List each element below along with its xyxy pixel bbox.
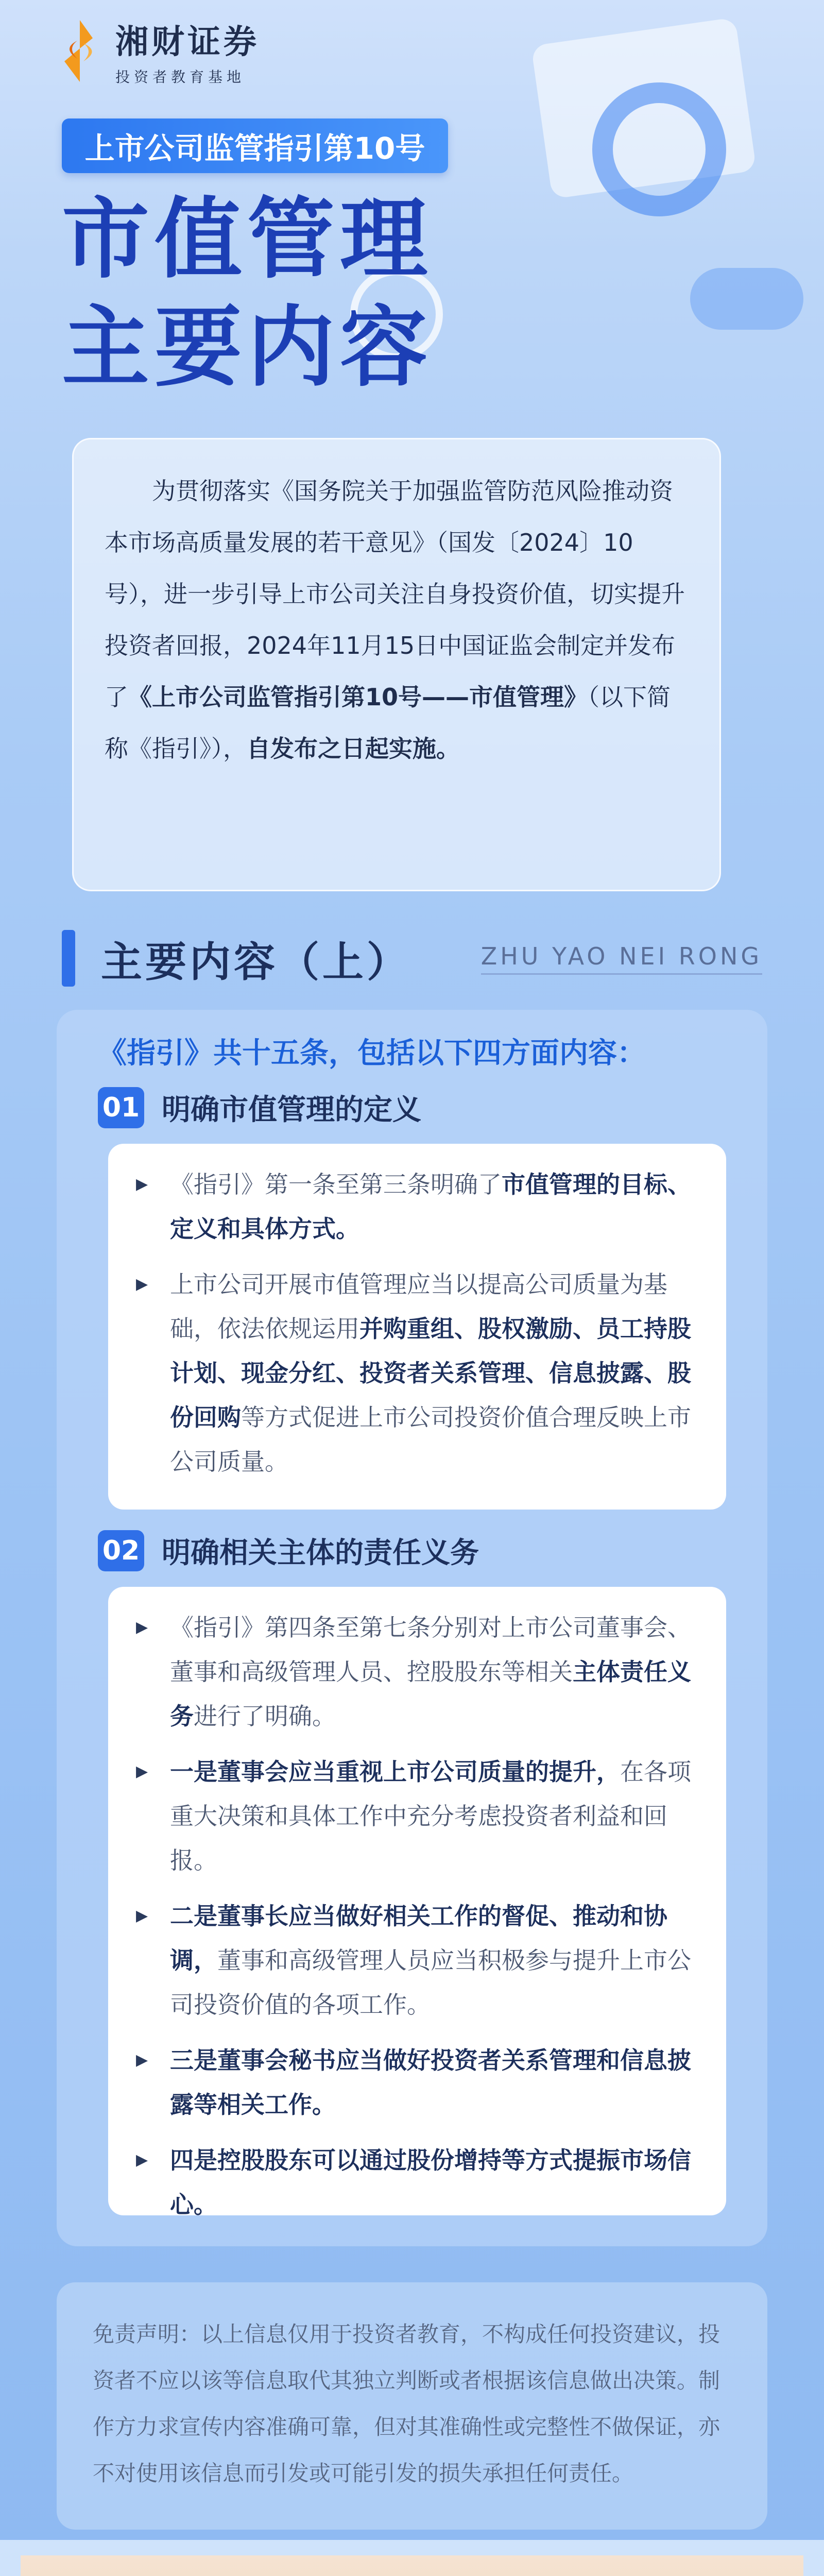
section-title: 主要内容（上） [101,938,411,986]
bullet-item [134,2038,700,2127]
panel-intro: 《指引》共十五条，包括以下四方面内容： [98,1037,646,1070]
title-line-1: 市值管理 [62,189,433,291]
section-accent-bar [62,930,75,987]
bullet-item [134,1262,700,1484]
investor-network-banner[interactable] [21,2555,803,2576]
item-01-header [98,1087,421,1128]
item-title: 明确相关主体的责任义务 [162,1536,479,1570]
bullet-text: 《指引》第一条至第三条明确了 [170,1171,502,1198]
item-number-badge: 01 [98,1087,144,1128]
decorative-cloud-graphic [690,268,803,330]
brand-logo [57,15,260,87]
decorative-ring-graphic [592,82,726,216]
bullet-bold-text: 主体责任义务 [170,1658,691,1730]
bullet-item [134,1605,700,1738]
bullet-text: 进行了明确。 [194,1702,336,1730]
bullet-bold-text: 一是董事会应当重视上市公司质量的提升， [170,1758,620,1786]
item-01-card [108,1144,726,1510]
bullet-text: 上市公司开展市值管理应当以提高公司质量为基础，依法依规运用 [170,1270,667,1343]
item-title: 明确市值管理的定义 [162,1093,421,1127]
bullet-text: 董事和高级管理人员应当积极参与提升上市公司投资价值的各项工作。 [170,1946,691,2019]
bullet-bold-text: 并购重组、股权激励、员工持股计划、现金分红、投资者关系管理、信息披露、股份回购 [170,1315,691,1431]
intro-text-a: 为贯彻落实《国务院关于加强监管防范风险推动资本市场高质量发展的若干意见》（国发〔2024〕10号），进一步引导上市公司关注自身投资价值，切实提升投资者回报，2024年11月15日中国证监会制定并发布了 [105,477,685,711]
title-line-2: 主要内容 [62,297,433,399]
intro-paragraph [105,465,689,774]
bullet-item [134,1162,700,1251]
bullet-bold-text: 四是控股股东可以通过股份增持等方式提振市场信心。 [170,2146,691,2218]
bullet-item [134,2138,700,2227]
bullet-bold-text: 市值管理的目标、定义和具体方式。 [170,1171,691,1243]
bullet-text: 等方式促进上市公司投资价值合理反映上市公司质量。 [170,1403,691,1476]
brand-name: 湘财证券 [115,23,260,61]
section-title-en: ZHU YAO NEI RONG [481,942,762,975]
bullet-item [134,1894,700,2027]
bullet-item [134,1750,700,1883]
intro-text-d: 自发布之日起实施。 [247,735,460,762]
page-title [62,185,433,402]
bullet-text: 在各项重大决策和具体工作中充分考虑投资者利益和回报。 [170,1758,691,1874]
intro-card [72,438,721,891]
brand-subtitle: 投资者教育基地 [115,69,246,86]
intro-text-b: 《上市公司监管指引第10号——市值管理》 [128,683,588,711]
bullet-text: 《指引》第四条至第七条分别对上市公司董事会、董事和高级管理人员、控股股东等相关 [170,1614,691,1686]
guide-label-pill: 上市公司监管指引第10号 [62,118,448,173]
item-number-badge: 02 [98,1530,144,1571]
content-panel [57,1010,767,2246]
item-02-header [98,1530,479,1571]
bullet-bold-text: 三是董事会秘书应当做好投资者关系管理和信息披露等相关工作。 [170,2046,691,2119]
intro-text-c: （以下简称《指引》）， [105,683,671,762]
bullet-bold-text: 二是董事长应当做好相关工作的督促、推动和协调， [170,1902,667,1974]
item-02-card [108,1587,726,2218]
disclaimer-box: 免责声明：以上信息仅用于投资者教育，不构成任何投资建议，投资者不应以该等信息取代其独立判断或者根据该信息做出决策。制作方力求宣传内容准确可靠，但对其准确性或完整性不做保证，亦不对使用该信息而引发或可能引发的损失承担任何责任。 [57,2282,767,2530]
xiangcai-logo-icon [57,18,103,84]
section-header [62,927,762,989]
